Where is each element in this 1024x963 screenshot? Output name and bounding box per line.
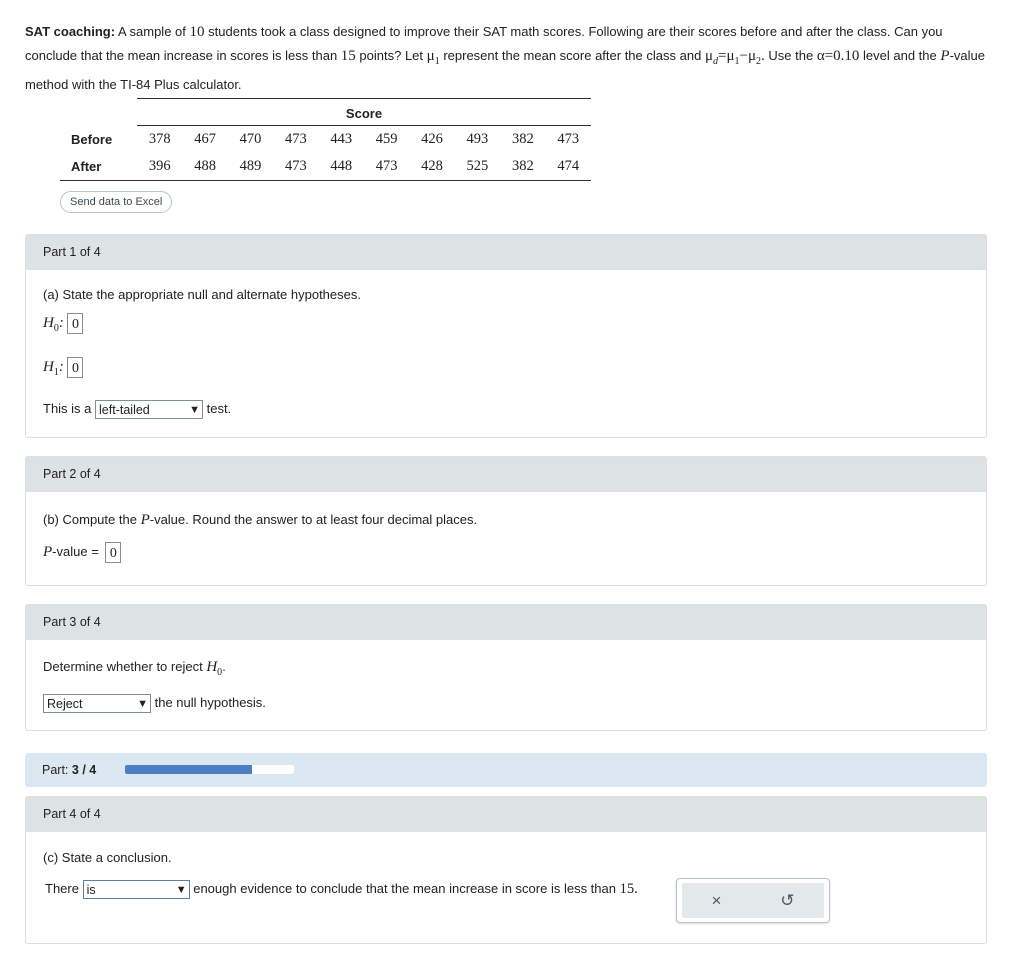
decision-row: Reject ▼ the null hypothesis. xyxy=(43,694,266,713)
part-progress: Part: 3 / 4 xyxy=(25,753,987,787)
table-cell: 470 xyxy=(239,131,262,147)
table-cell: 493 xyxy=(466,131,489,147)
progress-fill xyxy=(125,765,252,774)
table-cell: 489 xyxy=(228,153,273,181)
h0-input[interactable]: 0 xyxy=(67,313,83,334)
table-cell: 378 xyxy=(148,131,171,147)
send-to-excel-button[interactable]: Send data to Excel xyxy=(60,191,172,213)
table-cell: 459 xyxy=(375,131,398,147)
part-1-header: Part 1 of 4 xyxy=(26,235,986,270)
undo-icon[interactable]: ↺ xyxy=(780,890,795,910)
reject-decision-select[interactable]: Reject ▼ xyxy=(43,694,151,713)
conclusion-row: There is ▼ enough evidence to conclude that the mean increase in score is less than 15. xyxy=(45,880,638,899)
h1-row xyxy=(43,357,83,378)
test-type-select[interactable]: left-tailed ▼ xyxy=(95,400,203,419)
pvalue-row: P-value = 0 xyxy=(43,542,121,563)
part-2-header: Part 2 of 4 xyxy=(26,457,986,492)
table-cell: 473 xyxy=(284,131,307,147)
part-2-prompt: (b) Compute the P-value. Round the answer to at least four decimal places. xyxy=(43,512,478,528)
h0-label: $H_0$: xyxy=(43,314,64,334)
part-2-panel xyxy=(25,456,987,586)
part-3-panel xyxy=(25,604,987,731)
clear-icon[interactable]: × xyxy=(711,890,722,910)
score-table xyxy=(60,98,591,181)
part-4-panel xyxy=(25,796,987,944)
dropdown-arrow-icon: ▼ xyxy=(175,883,187,896)
table-cell: 443 xyxy=(330,131,353,147)
h0-row xyxy=(43,313,83,334)
table-cell: 426 xyxy=(421,131,443,147)
test-type-row: This is a left-tailed ▼ test. xyxy=(43,400,231,419)
problem-lead: SAT coaching: xyxy=(25,24,116,39)
dropdown-arrow-icon: ▼ xyxy=(189,403,201,416)
conclusion-select[interactable]: is ▼ xyxy=(83,880,190,899)
table-cell: 473 xyxy=(557,131,580,147)
table-cell: 467 xyxy=(194,131,216,147)
table-cell: 474 xyxy=(546,153,591,181)
table-cell: 382 xyxy=(500,153,545,181)
table-cell: 396 xyxy=(137,153,182,181)
answer-tools xyxy=(676,878,830,923)
table-cell: 448 xyxy=(319,153,364,181)
problem-statement: SAT coaching: A sample of 10 students took a class designed to improve their SAT math scores. Following are their scores before and after the class. Can you conclude that the mean increase in scores is less than 15 points? Let $\mu_1$ represent the mean score after the class and $\mu_d=\mu_1-\mu_2$. Use the α=0.10 level and the P-value method with the TI-84 Plus calculator. xyxy=(25,24,985,92)
table-cell: 428 xyxy=(409,153,454,181)
table-cell: 473 xyxy=(273,153,318,181)
table-row-after: After 396 488 489 473 448 473 428 525 382 474 xyxy=(60,153,591,181)
progress-value: 3 / 4 xyxy=(71,763,97,777)
table-cell: 488 xyxy=(182,153,227,181)
part-3-header: Part 3 of 4 xyxy=(26,605,986,640)
table-cell: 473 xyxy=(364,153,409,181)
part-1-prompt: (a) State the appropriate null and alternate hypotheses. xyxy=(43,287,361,302)
h1-label: $H_1$: xyxy=(43,358,64,378)
table-row-before: Before 378 467 470 473 443 459 426 493 382 473 xyxy=(60,126,591,154)
table-cell: 382 xyxy=(511,131,534,147)
table-cell: 525 xyxy=(455,153,500,181)
mu-d-definition: $\mu_d=\mu_1-\mu_2$. xyxy=(704,48,765,67)
part-4-header: Part 4 of 4 xyxy=(26,797,986,832)
pvalue-input[interactable]: 0 xyxy=(105,542,121,563)
h1-input[interactable]: 0 xyxy=(67,357,83,378)
part-4-prompt: (c) State a conclusion. xyxy=(43,850,172,865)
part-1-panel xyxy=(25,234,987,438)
score-header: Score xyxy=(137,99,591,126)
part-3-prompt: Determine whether to reject $H_0$. xyxy=(43,659,226,678)
progress-track xyxy=(125,765,294,774)
dropdown-arrow-icon: ▼ xyxy=(137,697,148,710)
